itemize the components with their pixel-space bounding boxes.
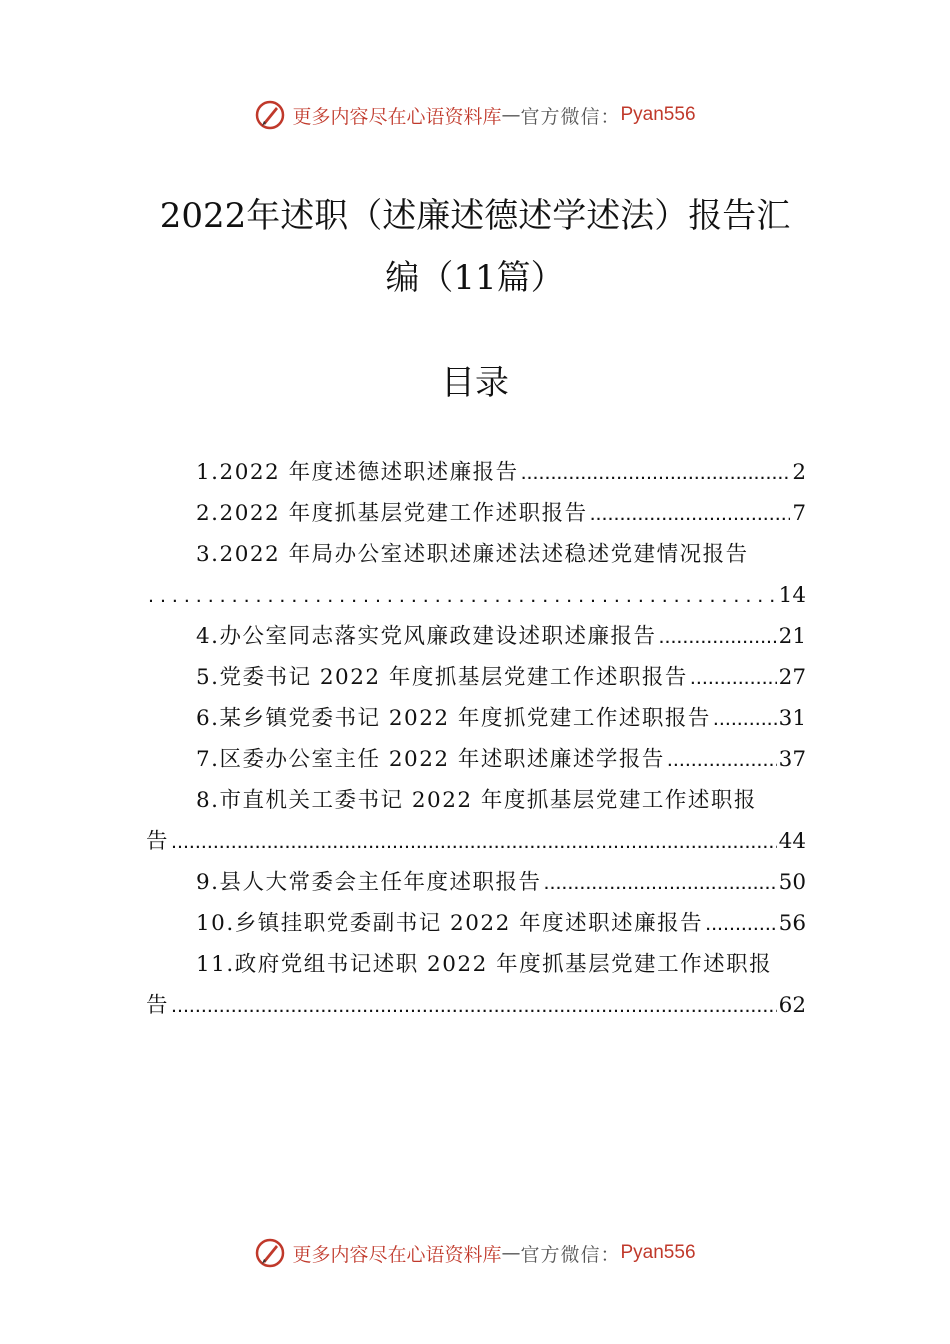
banner-dash: — <box>501 1242 521 1264</box>
title-line-1: 2022年述职（述廉述德述学述法）报告汇 <box>159 196 791 236</box>
toc-entry-text: 5.党委书记 2022 年度抓基层党建工作述职报告 <box>196 665 688 690</box>
toc-entry-text: 11.政府党组书记述职 2022 年度抓基层党建工作述职报 <box>196 952 773 977</box>
toc-entry-text: 1.2022 年度述德述职述廉报告 <box>196 460 519 485</box>
toc-entry-3-continuation[interactable] <box>146 575 806 616</box>
toc-page-number: 27 <box>778 665 806 690</box>
toc-entry-text: 2.2022 年度抓基层党建工作述职报告 <box>196 501 588 526</box>
toc-leader <box>171 821 777 862</box>
toc-page-number: 37 <box>778 747 806 772</box>
document-title <box>140 185 810 309</box>
toc-leader <box>713 698 777 739</box>
toc-entry-text: 3.2022 年局办公室述职述廉述法述稳述党建情况报告 <box>196 542 749 567</box>
quill-logo-icon <box>254 1237 286 1269</box>
toc-entry-2[interactable] <box>146 493 806 534</box>
toc-entry-text-cont: 告 <box>146 993 170 1018</box>
toc-entry-1[interactable] <box>146 452 806 493</box>
toc-entry-11[interactable] <box>146 944 806 985</box>
toc-entry-4[interactable] <box>146 616 806 657</box>
toc-page-number: 2 <box>792 460 806 485</box>
toc-leader <box>148 575 777 616</box>
banner-wechat-label: 官方微信： <box>520 105 621 128</box>
toc-entry-text-cont: 告 <box>146 829 170 854</box>
banner-wechat-id: Pyan556 <box>620 1242 696 1263</box>
toc-entry-text: 10.乡镇挂职党委副书记 2022 年度述职述廉报告 <box>196 911 704 936</box>
toc-leader <box>521 452 791 493</box>
toc-entry-11-continuation[interactable] <box>146 985 806 1026</box>
toc-entry-10[interactable] <box>146 903 806 944</box>
toc-entry-5[interactable] <box>146 657 806 698</box>
quill-logo-icon <box>254 99 286 131</box>
table-of-contents <box>146 452 806 1026</box>
toc-page-number: 56 <box>778 911 806 936</box>
toc-page-number: 7 <box>792 501 806 526</box>
toc-leader <box>659 616 777 657</box>
toc-leader <box>690 657 777 698</box>
banner-brand: 更多内容尽在心语资料库 <box>292 1243 502 1266</box>
toc-leader <box>705 903 777 944</box>
toc-page-number: 21 <box>778 624 806 649</box>
header-banner <box>0 95 950 135</box>
toc-entry-3[interactable] <box>146 534 806 575</box>
title-line-2: 编（11篇） <box>385 258 565 298</box>
toc-entry-9[interactable] <box>146 862 806 903</box>
toc-entry-text: 7.区委办公室主任 2022 年述职述廉述学报告 <box>196 747 665 772</box>
banner-dash: — <box>501 104 521 126</box>
toc-page-number: 62 <box>778 993 806 1018</box>
banner-brand: 更多内容尽在心语资料库 <box>292 105 502 128</box>
toc-heading: 目录 <box>441 363 509 403</box>
toc-entry-text: 4.办公室同志落实党风廉政建设述职述廉报告 <box>196 624 657 649</box>
toc-page-number: 31 <box>778 706 806 731</box>
toc-page-number: 44 <box>778 829 806 854</box>
toc-page-number: 50 <box>778 870 806 895</box>
toc-page-number: 14 <box>778 583 806 608</box>
toc-leader <box>544 862 777 903</box>
banner-wechat-id: Pyan556 <box>620 104 696 125</box>
banner-wechat-label: 官方微信： <box>520 1243 621 1266</box>
toc-entry-text: 8.市直机关工委书记 2022 年度抓基层党建工作述职报 <box>196 788 757 813</box>
toc-entry-7[interactable] <box>146 739 806 780</box>
footer-banner <box>0 1233 950 1273</box>
toc-entry-8[interactable] <box>146 780 806 821</box>
toc-entry-6[interactable] <box>146 698 806 739</box>
toc-entry-text: 6.某乡镇党委书记 2022 年度抓党建工作述职报告 <box>196 706 711 731</box>
toc-leader <box>667 739 777 780</box>
toc-leader <box>171 985 777 1026</box>
toc-entry-8-continuation[interactable] <box>146 821 806 862</box>
toc-leader <box>590 493 791 534</box>
toc-entry-text: 9.县人大常委会主任年度述职报告 <box>196 870 542 895</box>
